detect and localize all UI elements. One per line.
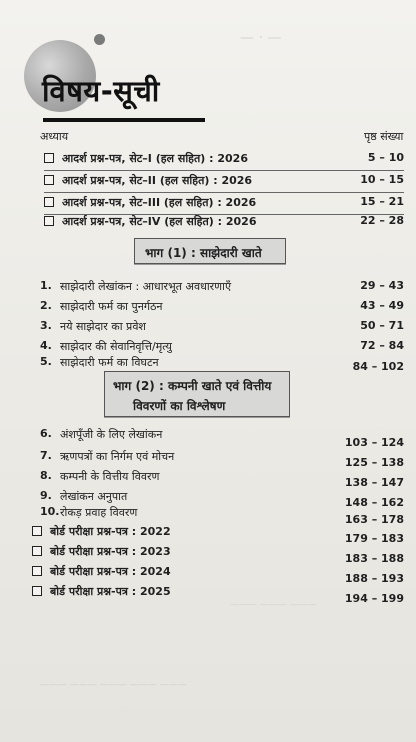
- bleed-through-text: ——— ——— ———: [230, 600, 317, 610]
- page-range: 163 – 178: [344, 513, 404, 526]
- chapter-label: कम्पनी के वित्तीय विवरण: [60, 470, 160, 483]
- page-range: 103 – 124: [344, 436, 404, 449]
- chapter-label: ऋणपत्रों का निर्गम एवं मोचन: [60, 450, 175, 463]
- checkbox-bullet-icon: [44, 153, 54, 163]
- chapter-number: 10.: [40, 505, 60, 518]
- page-range: 29 – 43: [360, 279, 404, 292]
- board-paper-label: बोर्ड परीक्षा प्रश्न-पत्र : 2024: [50, 565, 171, 578]
- page-range: 22 – 28: [360, 214, 404, 227]
- chapter-number: 5.: [40, 355, 52, 368]
- chapter-label: अंशपूँजी के लिए लेखांकन: [60, 428, 163, 441]
- checkbox-bullet-icon: [32, 586, 42, 596]
- part-2-title-line-1: भाग (2) : कम्पनी खाते एवं वित्तीय: [113, 379, 272, 393]
- part-1-banner: [134, 238, 286, 264]
- board-paper-label: बोर्ड परीक्षा प्रश्न-पत्र : 2022: [50, 525, 171, 538]
- page-range: 72 – 84: [360, 339, 404, 352]
- chapter-row: [40, 468, 404, 488]
- board-paper-row: [32, 563, 404, 583]
- board-paper-label: बोर्ड परीक्षा प्रश्न-पत्र : 2025: [50, 585, 171, 598]
- bleed-through-text: ——— ——— ——— ——— ———: [40, 680, 187, 690]
- page-title: विषय-सूची: [42, 74, 160, 108]
- part-2-banner: [104, 371, 290, 417]
- chapter-number: 3.: [40, 319, 52, 332]
- checkbox-bullet-icon: [44, 197, 54, 207]
- page-range: 138 – 147: [344, 476, 404, 489]
- model-paper-label: आदर्श प्रश्न-पत्र, सेट–IV (हल सहित) : 2026: [62, 215, 257, 228]
- chapter-row: [40, 448, 404, 468]
- model-paper-label: आदर्श प्रश्न-पत्र, सेट–I (हल सहित) : 2026: [62, 152, 248, 165]
- chapter-label: साझेदार की सेवानिवृत्ति/मृत्यु: [60, 340, 172, 353]
- model-paper-label: आदर्श प्रश्न-पत्र, सेट–II (हल सहित) : 2026: [62, 174, 253, 187]
- board-paper-row: [32, 583, 404, 603]
- checkbox-bullet-icon: [32, 566, 42, 576]
- page-range: 179 – 183: [344, 532, 404, 545]
- page-range: 194 – 199: [344, 592, 404, 605]
- page-range: 148 – 162: [344, 496, 404, 509]
- chapter-row: [40, 426, 404, 449]
- chapter-label: लेखांकन अनुपात: [60, 490, 128, 503]
- bleed-through-text: — · —: [240, 30, 282, 46]
- model-paper-row: [44, 150, 404, 170]
- model-paper-row: [44, 194, 404, 214]
- chapter-row: [40, 298, 404, 318]
- chapter-label: साझेदारी फर्म का विघटन: [60, 356, 159, 369]
- chapter-number: 8.: [40, 469, 52, 482]
- checkbox-bullet-icon: [44, 216, 54, 226]
- page-range: 15 – 21: [360, 195, 404, 208]
- model-paper-row: [44, 172, 404, 192]
- board-paper-row: [32, 543, 404, 563]
- checkbox-bullet-icon: [32, 526, 42, 536]
- chapter-label: साझेदारी लेखांकन : आधारभूत अवधारणाएँ: [60, 280, 232, 293]
- chapter-column-header: अध्याय: [40, 130, 69, 143]
- board-paper-label: बोर्ड परीक्षा प्रश्न-पत्र : 2023: [50, 545, 171, 558]
- chapter-label: रोकड़ प्रवाह विवरण: [60, 506, 138, 519]
- page-range: 10 – 15: [360, 173, 404, 186]
- part-1-title: भाग (1) : साझेदारी खाते: [145, 246, 262, 260]
- page-range: 125 – 138: [344, 456, 404, 469]
- row-divider: [44, 192, 404, 193]
- page-range: 84 – 102: [352, 360, 404, 373]
- checkbox-bullet-icon: [44, 175, 54, 185]
- chapter-number: 4.: [40, 339, 52, 352]
- decorative-circle-small: [94, 34, 105, 45]
- page-range: 188 – 193: [344, 572, 404, 585]
- chapter-row: [40, 504, 404, 524]
- row-divider: [44, 170, 404, 171]
- board-paper-row: [32, 523, 404, 543]
- chapter-number: 6.: [40, 427, 52, 440]
- chapter-row: [40, 278, 404, 298]
- page-range: 50 – 71: [360, 319, 404, 332]
- part-2-title-line-2: विवरणों का विश्लेषण: [133, 399, 226, 413]
- chapter-number: 7.: [40, 449, 52, 462]
- chapter-number: 9.: [40, 489, 52, 502]
- chapter-number: 1.: [40, 279, 52, 292]
- chapter-row: [40, 318, 404, 338]
- page-range: 43 – 49: [360, 299, 404, 312]
- page-range: 183 – 188: [344, 552, 404, 565]
- model-paper-row: [44, 213, 404, 233]
- chapter-label: साझेदारी फर्म का पुनर्गठन: [60, 300, 163, 313]
- model-paper-label: आदर्श प्रश्न-पत्र, सेट–III (हल सहित) : 2026: [62, 196, 257, 209]
- checkbox-bullet-icon: [32, 546, 42, 556]
- chapter-number: 2.: [40, 299, 52, 312]
- title-underline: [43, 118, 205, 122]
- page-range: 5 – 10: [367, 151, 404, 164]
- page-number-column-header: पृष्ठ संख्या: [364, 130, 404, 143]
- chapter-label: नये साझेदार का प्रवेश: [60, 320, 146, 333]
